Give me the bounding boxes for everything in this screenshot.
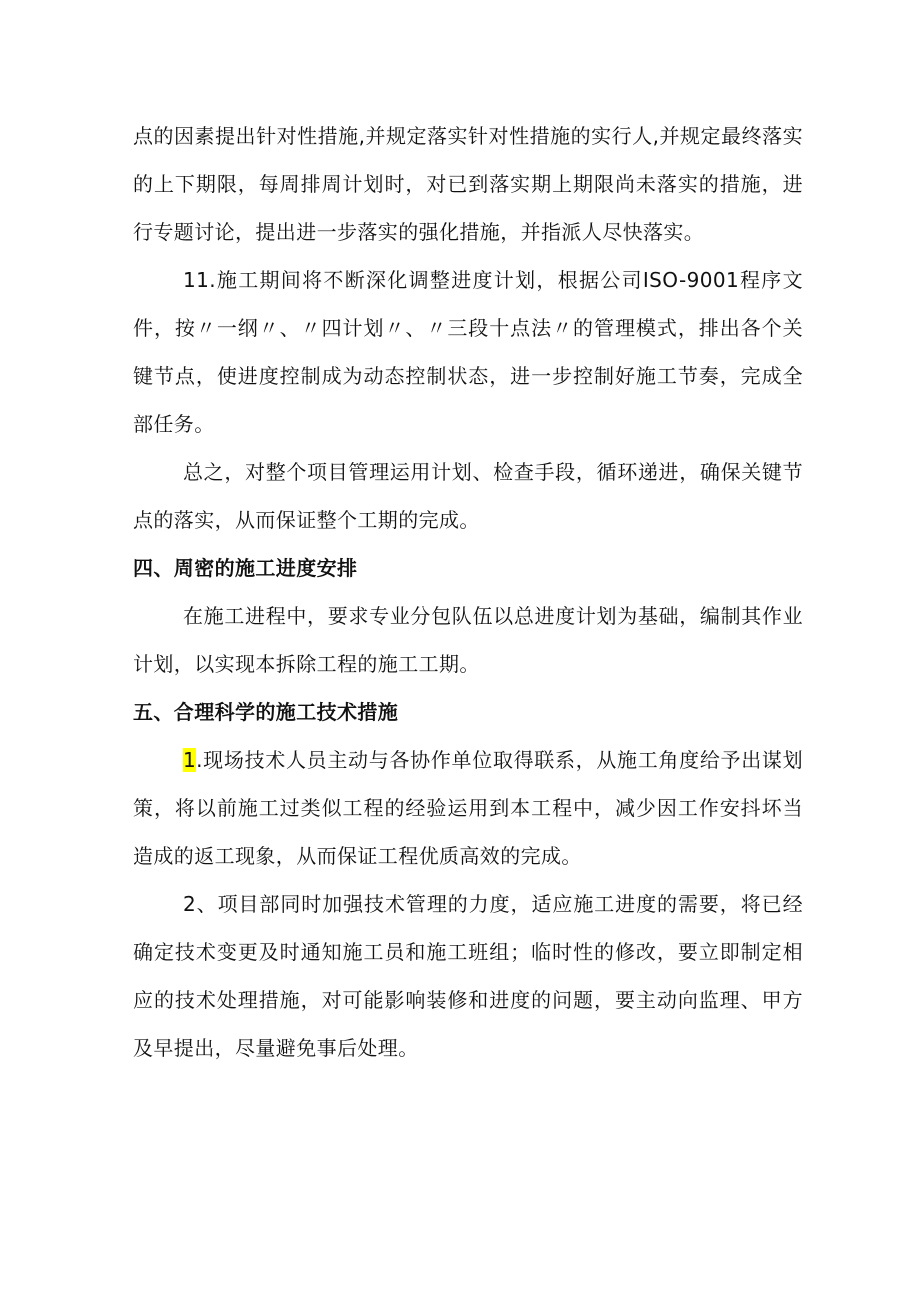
section-heading-5: 五、合理科学的施工技术措施 — [133, 700, 399, 724]
paragraph-summary: 总之，对整个项目管理运用计划、检查手段，循环递进，确保关键节点的落实，从而保证整个工期的完成。 — [133, 460, 803, 532]
section-heading-4: 四、周密的施工进度安排 — [133, 556, 358, 580]
paragraph-item-2: 2、项目部同时加强技术管理的力度，适应施工进度的需要，将已经确定技术变更及时通知施工员和施工班组；临时性的修改，要立即制定相应的技术处理措施，对可能影响装修和进度的问题，要主动向监理、甲方及早提出，尽量避免事后处理。 — [133, 892, 803, 1060]
document-body — [133, 112, 803, 1072]
paragraph-item-1-text: .现场技术人员主动与各协作单位取得联系，从施工角度给予出谋划策，将以前施工过类似工程的经验运用到本工程中，减少因工作安抖坏当造成的返工现象，从而保证工程优质高效的完成。 — [133, 748, 803, 868]
paragraph-item-11: 11.施工期间将不断深化调整进度计划，根据公司ISO-9001程序文件，按〃一纲〃、〃四计划〃、〃三段十点法〃的管理模式，排出各个关键节点，使进度控制成为动态控制状态，进一步控制好施工节奏，完成全部任务。 — [133, 268, 803, 436]
paragraph-continuation: 点的因素提出针对性措施,并规定落实针对性措施的实行人,并规定最终落实的上下期限，每周排周计划时，对已到落实期上期限尚未落实的措施，进行专题讨论，提出进一步落实的强化措施，并指派人尽快落实。 — [133, 124, 803, 244]
highlighted-item-number: 1 — [183, 748, 197, 772]
paragraph-section-4: 在施工进程中，要求专业分包队伍以总进度计划为基础，编制其作业计划，以实现本拆除工程的施工工期。 — [133, 604, 803, 676]
paragraph-item-1 — [133, 736, 803, 880]
